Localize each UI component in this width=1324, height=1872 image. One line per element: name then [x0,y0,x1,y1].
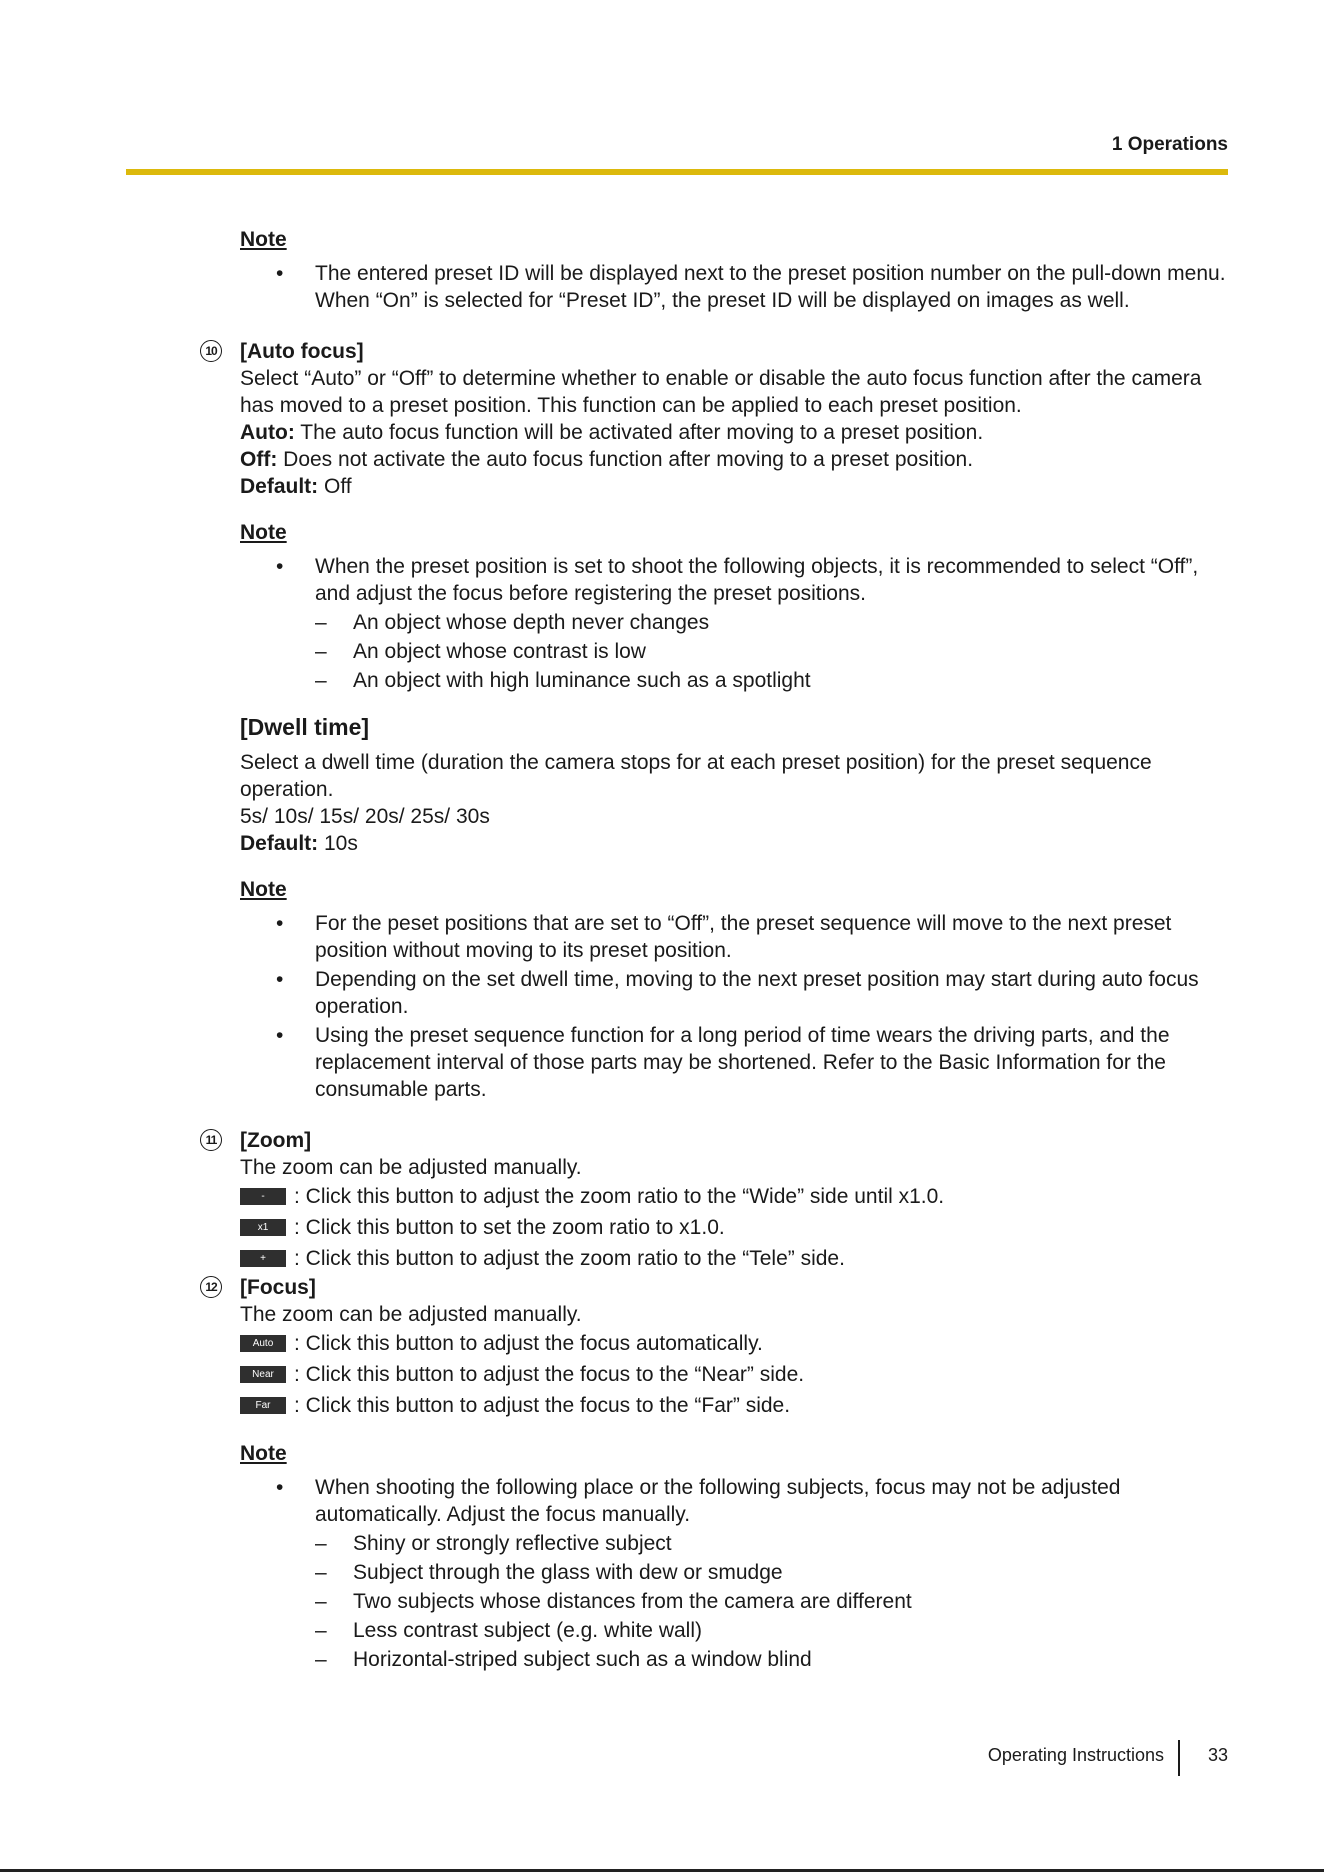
dwell-options: 5s/ 10s/ 15s/ 20s/ 25s/ 30s [240,805,490,828]
auto-focus-section [205,338,1230,694]
note-bullet: • For the peset positions that are set to “Off”, the preset sequence will move to the next preset position without moving to its preset position. [240,910,1230,964]
note-dash-item: – An object whose depth never changes [240,609,1230,636]
note-dash-item: – Less contrast subject (e.g. white wall) [240,1617,1230,1644]
button-description: : Click this button to adjust the focus to the “Far” side. [294,1394,791,1417]
note-dash-item: – Shiny or strongly reflective subject [240,1530,1230,1557]
zoom-tele-button[interactable]: + [240,1250,286,1267]
top-note [240,226,1230,314]
focus-near-button[interactable]: Near [240,1366,286,1383]
note-heading: Note [240,1442,287,1465]
note-bullet: • When shooting the following place or the following subjects, focus may not be adjusted automatically. Adjust the focus manually. [240,1474,1230,1528]
section-title: [Dwell time] [240,714,370,740]
section-description: Select “Auto” or “Off” to determine whether to enable or disable the auto focus function after the camera has moved to a preset position. This function can be applied to each preset position. [240,367,1202,417]
note-dash-item: – An object with high luminance such as a spotlight [240,667,1230,694]
section-description: Select a dwell time (duration the camera stops for at each preset position) for the preset sequence operation. [240,751,1152,801]
section-title: [Zoom] [240,1129,312,1152]
footer-doc-title: Operating Instructions [987,1745,1164,1765]
zoom-x1-row [240,1212,1230,1243]
note-heading: Note [240,228,287,251]
footer-divider [1178,1740,1180,1776]
note-bullet: • Depending on the set dwell time, moving to the next preset position may start during auto focus operation. [240,966,1230,1020]
button-description: : Click this button to adjust the zoom ratio to the “Wide” side until x1.0. [294,1185,945,1208]
focus-auto-button[interactable]: Auto [240,1335,286,1352]
page-content [205,218,1230,1673]
section-number-badge: 11 [200,1129,222,1151]
section-number-badge: 12 [200,1276,222,1298]
button-description: : Click this button to adjust the zoom ratio to the “Tele” side. [294,1247,845,1270]
section-description: The zoom can be adjusted manually. [240,1303,582,1326]
note-bullet: • Using the preset sequence function for a long period of time wears the driving parts, and the replacement interval of those parts may be shortened. Refer to the Basic Information for the consumable parts. [240,1022,1230,1103]
note-dash-item: – Two subjects whose distances from the camera are different [240,1588,1230,1615]
button-description: : Click this button to adjust the focus automatically. [294,1332,763,1355]
dwell-time-section [240,714,1230,1103]
zoom-tele-row [240,1243,1230,1274]
focus-section [205,1274,1230,1673]
default-value: Default: 10s [240,832,358,855]
note-dash-item: – An object whose contrast is low [240,638,1230,665]
button-description: : Click this button to set the zoom ratio to x1.0. [294,1216,725,1239]
focus-far-row [240,1390,1230,1421]
note-dash-item: – Subject through the glass with dew or smudge [240,1559,1230,1586]
note-bullet: • The entered preset ID will be displayed next to the preset position number on the pull-down menu. When “On” is selected for “Preset ID”, the preset ID will be displayed on images as well. [240,260,1230,314]
section-title: [Auto focus] [240,340,364,363]
focus-near-row [240,1359,1230,1390]
default-value: Default: Off [240,475,352,498]
section-title: [Focus] [240,1276,316,1299]
zoom-x1-button[interactable]: x1 [240,1219,286,1236]
section-description: The zoom can be adjusted manually. [240,1156,582,1179]
page-number: 33 [1207,1745,1228,1765]
button-description: : Click this button to adjust the focus to the “Near” side. [294,1363,805,1386]
chapter-title: 1 Operations [1111,134,1228,155]
zoom-wide-row [240,1181,1230,1212]
note-bullet: • When the preset position is set to shoot the following objects, it is recommended to select “Off”, and adjust the focus before registering the preset positions. [240,553,1230,607]
auto-option: Auto: The auto focus function will be activated after moving to a preset position. [240,421,984,444]
note-dash-item: – Horizontal-striped subject such as a window blind [240,1646,1230,1673]
section-number-badge: 10 [200,340,222,362]
focus-far-button[interactable]: Far [240,1397,286,1414]
note-heading: Note [240,878,287,901]
off-option: Off: Does not activate the auto focus function after moving to a preset position. [240,448,974,471]
zoom-wide-button[interactable]: - [240,1188,286,1205]
zoom-section [205,1127,1230,1274]
focus-auto-row [240,1328,1230,1359]
note-heading: Note [240,521,287,544]
header-rule [126,169,1228,175]
